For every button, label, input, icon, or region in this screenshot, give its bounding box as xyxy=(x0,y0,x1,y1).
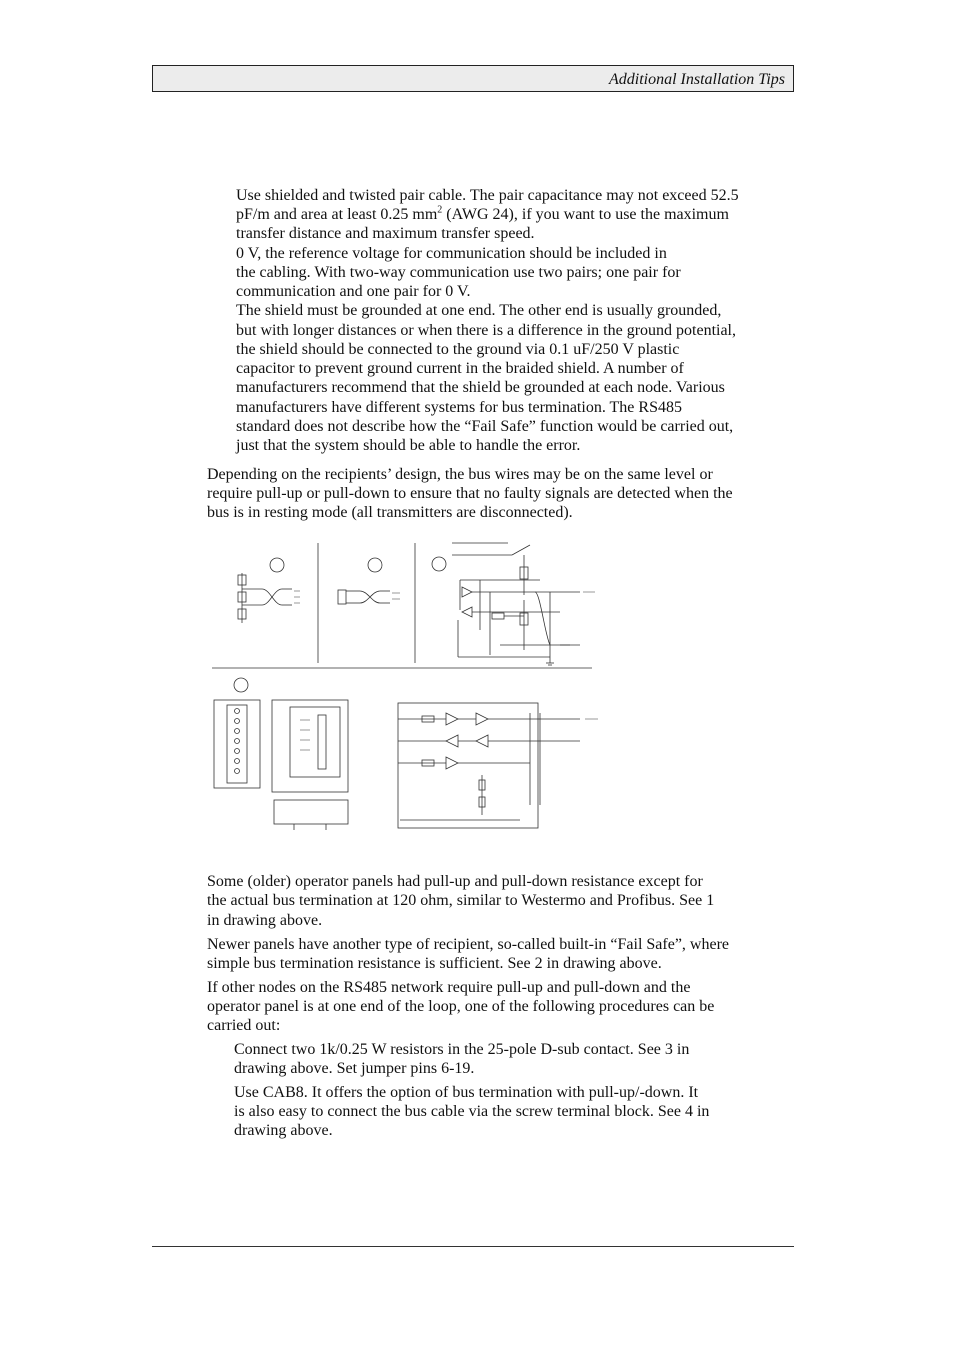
text-line: operator panel is at one end of the loop, one of the following procedures can be xyxy=(207,998,715,1015)
header-title: Additional Installation Tips xyxy=(608,71,785,88)
section-number-marker-3 xyxy=(432,557,446,571)
text-line: manufacturers have different systems for bus termination. The RS485 xyxy=(236,399,682,416)
text-line: manufacturers recommend that the shield be grounded at each node. Various xyxy=(236,379,725,396)
footer-rule xyxy=(152,1246,794,1247)
text-line: If other nodes on the RS485 network require pull-up and pull-down and the xyxy=(207,979,691,996)
text-line: simple bus termination resistance is sufficient. See 2 in drawing above. xyxy=(207,955,662,972)
text-line: communication and one pair for 0 V. xyxy=(236,283,471,300)
diagram-section-3 xyxy=(432,543,595,665)
text-line: Newer panels have another type of recipient, so-called built-in “Fail Safe”, where xyxy=(207,936,730,953)
text-line: transfer distance and maximum transfer speed. xyxy=(236,225,535,242)
text-line: Depending on the recipients’ design, the bus wires may be on the same level or xyxy=(207,466,713,483)
text-line: Use CAB8. It offers the option of bus termination with pull-up/-down. It xyxy=(234,1084,699,1101)
text-line: in drawing above. xyxy=(207,912,323,929)
text-line: the shield should be connected to the ground via 0.1 uF/250 V plastic xyxy=(236,341,680,358)
text-line: just that the system should be able to handle the error. xyxy=(236,437,581,454)
text-line: standard does not describe how the “Fail Safe” function would be carried out, xyxy=(236,418,734,435)
text-line: the actual bus termination at 120 ohm, similar to Westermo and Profibus. See 1 xyxy=(207,892,715,909)
page-header xyxy=(152,65,794,92)
text-line: bus is in resting mode (all transmitters are disconnected). xyxy=(207,504,573,521)
text-line: but with longer distances or when there is a difference in the ground potential, xyxy=(236,322,736,339)
text-line: Use shielded and twisted pair cable. The pair capacitance may not exceed 52.5 xyxy=(236,187,739,204)
text-line: drawing above. xyxy=(234,1122,333,1139)
text-line: drawing above. Set jumper pins 6-19. xyxy=(234,1060,475,1077)
text-line: 0 V, the reference voltage for communication should be included in xyxy=(236,245,667,262)
text-line: the cabling. With two-way communication use two pairs; one pair for xyxy=(236,264,681,281)
diagram-section-1 xyxy=(238,558,300,623)
text-line: pF/m and area at least 0.25 $mm^2$ (AWG 24), if you want to use the maximum xyxy=(236,204,729,223)
section-number-marker-4 xyxy=(234,678,248,692)
text-line: Connect two 1k/0.25 W resistors in the 25-pole D-sub contact. See 3 in xyxy=(234,1041,690,1058)
text-line: The shield must be grounded at one end. The other end is usually grounded, xyxy=(236,302,722,319)
diagram-section-2 xyxy=(338,558,400,604)
diagram-section-4 xyxy=(214,678,598,830)
text-line: is also easy to connect the bus cable via the screw terminal block. See 4 in xyxy=(234,1103,710,1120)
section-number-marker-2 xyxy=(368,558,382,572)
text-line: Some (older) operator panels had pull-up and pull-down resistance except for xyxy=(207,873,703,890)
text-line: carried out: xyxy=(207,1017,281,1034)
text-line: require pull-up or pull-down to ensure that no faulty signals are detected when the xyxy=(207,485,733,502)
section-number-marker-1 xyxy=(270,558,284,572)
text-line: capacitor to prevent ground current in the braided shield. A number of xyxy=(236,360,684,377)
rs485-wiring-diagram xyxy=(200,535,600,835)
